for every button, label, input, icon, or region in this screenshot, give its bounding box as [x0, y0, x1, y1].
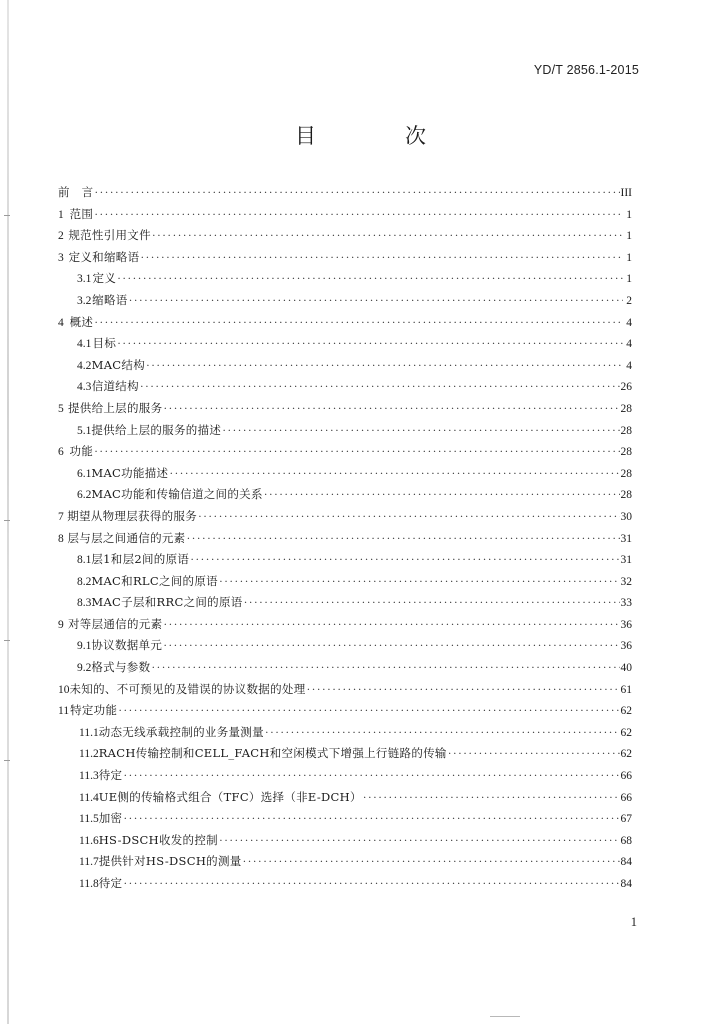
toc-entry-number: 7 [58, 510, 64, 523]
toc-entry-label: RACH传输控制和CELL_FACH和空闲模式下增强上行链路的传输 [98, 746, 447, 761]
scan-edge-mark [4, 215, 10, 216]
toc-entry[interactable] [58, 225, 632, 247]
toc-entry-label: 待定 [98, 768, 123, 783]
toc-entry-page: 84 [620, 878, 632, 890]
toc-entry[interactable] [58, 722, 632, 744]
toc-entry[interactable] [58, 592, 632, 614]
toc-entry-page: 36 [620, 618, 632, 631]
toc-entry-page: 62 [620, 726, 632, 739]
toc-leader-dots [94, 205, 623, 227]
toc-entry[interactable] [58, 765, 632, 787]
toc-leader-dots [198, 507, 619, 529]
toc-leader-dots [244, 593, 620, 615]
toc-entry-number: 4.2 [77, 359, 92, 372]
toc-entry-page: 67 [620, 813, 632, 826]
scan-left-edge [7, 0, 9, 1024]
toc-entry-page: 4 [626, 316, 632, 329]
toc-leader-dots [140, 248, 623, 270]
toc-entry-number: 10 [58, 683, 70, 696]
toc-leader-dots [118, 701, 619, 723]
toc-leader-dots [94, 313, 623, 335]
toc-entry-number: 6.1 [77, 467, 92, 480]
toc-leader-dots [169, 464, 619, 486]
toc-entry-label: MAC结构 [91, 357, 146, 372]
scan-artifact [490, 1016, 520, 1017]
toc-entry-number: 4 [58, 316, 64, 329]
toc-entry-page: 28 [620, 446, 632, 459]
toc-entry[interactable] [58, 679, 632, 701]
toc-leader-dots [163, 615, 619, 637]
toc-entry-page: 28 [620, 467, 632, 480]
toc-entry-number: 11.6 [79, 834, 99, 847]
toc-entry[interactable] [58, 743, 632, 765]
toc-entry[interactable] [58, 657, 632, 679]
toc-entry-number: 3.1 [77, 273, 92, 286]
toc-entry-label: 定义和缩略语 [68, 249, 140, 264]
toc-entry-label: 规范性引用文件 [68, 228, 151, 243]
toc-entry-label: MAC子层和RRC之间的原语 [91, 595, 243, 610]
toc-entry[interactable] [58, 204, 632, 226]
toc-entry[interactable] [58, 787, 632, 809]
toc-entry-number: 8.3 [77, 597, 92, 610]
toc-entry-label: 格式与参数 [91, 660, 151, 675]
toc-leader-dots [146, 356, 623, 378]
toc-entry-page: 68 [620, 834, 632, 847]
toc-entry[interactable] [58, 247, 632, 269]
toc-entry-number: 4.1 [77, 338, 92, 351]
toc-entry-number: 2 [58, 230, 64, 243]
toc-entry-number: 11.8 [79, 878, 99, 890]
toc-entry-label: 特定功能 [70, 703, 118, 718]
toc-leader-dots [140, 377, 620, 399]
toc-entry-number: 11.1 [79, 726, 99, 739]
toc-entry[interactable] [58, 614, 632, 636]
toc-leader-dots [123, 809, 619, 831]
toc-leader-dots [190, 550, 619, 572]
toc-entry-page: 28 [620, 402, 632, 415]
toc-entry[interactable] [58, 290, 632, 312]
toc-entry-page: 66 [620, 770, 632, 783]
toc-entry-number: 3 [58, 251, 64, 264]
toc-entry-label: 提供给上层的服务 [67, 400, 163, 415]
toc-leader-dots [123, 766, 619, 788]
toc-entry-number: 11.7 [79, 856, 99, 869]
toc-entry-page: 28 [620, 424, 632, 437]
toc-entry[interactable] [58, 441, 632, 463]
toc-entry-label: 协议数据单元 [91, 638, 163, 653]
toc-entry-number: 6 [58, 446, 64, 459]
toc-entry-label: UE侧的传输格式组合（TFC）选择（非E-DCH） [98, 789, 362, 804]
toc-leader-dots [222, 421, 619, 443]
toc-entry-label: 缩略语 [92, 292, 128, 307]
toc-entry-page: 32 [620, 575, 632, 588]
toc-entry-page: III [620, 187, 632, 199]
page-title: 目 次 [295, 124, 460, 148]
toc-entry-label: 信道结构 [91, 379, 139, 394]
toc-entry-label: 未知的、不可预见的及错误的协议数据的处理 [69, 681, 306, 696]
scan-edge-mark [4, 760, 10, 761]
toc-leader-dots [152, 226, 623, 248]
toc-entry-label: MAC和RLC之间的原语 [91, 573, 218, 588]
standard-number: YD/T 2856.1-2015 [533, 63, 639, 77]
table-of-contents [58, 182, 632, 895]
toc-entry[interactable] [58, 873, 632, 895]
toc-entry[interactable] [58, 830, 632, 852]
toc-entry-label: MAC功能和传输信道之间的关系 [91, 487, 263, 502]
toc-entry-label: HS-DSCH收发的控制 [98, 832, 218, 847]
toc-entry[interactable] [58, 312, 632, 334]
toc-entry-number: 4.3 [77, 381, 92, 394]
toc-entry-page: 1 [626, 230, 632, 243]
toc-entry-page: 28 [620, 489, 632, 502]
toc-entry-page: 1 [626, 273, 632, 286]
toc-entry-label: 加密 [98, 811, 123, 826]
toc-entry-label: 前 言 [58, 185, 94, 199]
toc-entry-number: 6.2 [77, 489, 92, 502]
toc-entry-page: 61 [620, 683, 632, 696]
toc-leader-dots [448, 744, 620, 766]
scan-edge-mark [4, 520, 10, 521]
toc-entry[interactable] [58, 571, 632, 593]
toc-entry-number: 11.5 [79, 813, 99, 826]
toc-leader-dots [219, 831, 620, 853]
toc-entry[interactable] [58, 549, 632, 571]
toc-entry[interactable] [58, 398, 632, 420]
toc-entry-number: 5 [58, 402, 64, 415]
toc-entry-label: 目标 [92, 336, 117, 351]
toc-entry-page: 33 [620, 597, 632, 610]
toc-leader-dots [117, 334, 623, 356]
toc-entry[interactable] [58, 333, 632, 355]
toc-entry-label: 层与层之间通信的元素 [67, 530, 186, 545]
toc-entry[interactable] [58, 528, 632, 550]
toc-entry[interactable] [58, 376, 632, 398]
toc-entry-label: 待定 [98, 876, 123, 890]
toc-entry-number: 8.1 [77, 554, 92, 567]
toc-entry-page: 62 [620, 705, 632, 718]
toc-entry-number: 11.4 [79, 791, 99, 804]
toc-entry-label: 定义 [92, 271, 117, 286]
toc-entry-page: 66 [620, 791, 632, 804]
toc-entry-page: 4 [626, 359, 632, 372]
toc-entry[interactable] [58, 506, 632, 528]
toc-entry-page: 2 [626, 294, 632, 307]
page-number: 1 [630, 915, 637, 929]
toc-entry-number: 11 [58, 705, 70, 718]
toc-entry-page: 36 [620, 640, 632, 653]
toc-leader-dots [265, 723, 620, 745]
toc-leader-dots [186, 529, 619, 551]
toc-leader-dots [117, 269, 623, 291]
toc-leader-dots [243, 852, 620, 874]
toc-entry-label: 概述 [69, 314, 94, 329]
toc-entry[interactable] [58, 420, 632, 442]
toc-entry-label: 功能 [69, 444, 94, 459]
toc-entry-page: 4 [626, 338, 632, 351]
toc-leader-dots [129, 291, 623, 313]
toc-entry[interactable] [58, 635, 632, 657]
toc-leader-dots [264, 485, 620, 507]
toc-entry-number: 8.2 [77, 575, 92, 588]
toc-entry-number: 9 [58, 618, 64, 631]
toc-entry-label: 提供给上层的服务的描述 [91, 422, 222, 437]
toc-entry-page: 84 [620, 856, 632, 869]
toc-entry[interactable] [58, 355, 632, 377]
toc-entry[interactable] [58, 484, 632, 506]
toc-entry-number: 5.1 [77, 424, 92, 437]
toc-entry-label: 提供针对HS-DSCH的测量 [98, 854, 242, 869]
toc-leader-dots [151, 658, 619, 680]
toc-entry[interactable] [58, 182, 632, 204]
toc-entry-number: 1 [58, 208, 64, 221]
toc-leader-dots [219, 572, 620, 594]
toc-leader-dots [363, 788, 620, 810]
toc-entry-page: 31 [620, 532, 632, 545]
toc-entry-number: 9.2 [77, 662, 92, 675]
toc-entry-label: 层1和层2间的原语 [91, 552, 190, 567]
toc-leader-dots [94, 442, 619, 464]
toc-entry[interactable] [58, 463, 632, 485]
toc-entry-label: 对等层通信的元素 [67, 616, 163, 631]
toc-entry[interactable] [58, 700, 632, 722]
toc-entry[interactable] [58, 808, 632, 830]
toc-entry-label: 期望从物理层获得的服务 [67, 508, 198, 523]
toc-entry-page: 40 [620, 662, 632, 675]
toc-entry-number: 11.2 [79, 748, 99, 761]
toc-leader-dots [123, 874, 619, 896]
toc-entry-page: 1 [626, 208, 632, 221]
toc-entry-number: 9.1 [77, 640, 92, 653]
toc-entry-page: 62 [620, 748, 632, 761]
toc-entry-page: 26 [620, 381, 632, 394]
scan-edge-mark [4, 640, 10, 641]
toc-entry-label: 动态无线承载控制的业务量测量 [98, 724, 264, 739]
toc-leader-dots [94, 183, 619, 205]
toc-leader-dots [163, 636, 619, 658]
toc-entry-page: 1 [626, 251, 632, 264]
toc-entry-page: 31 [620, 554, 632, 567]
toc-entry[interactable] [58, 851, 632, 873]
toc-entry[interactable] [58, 268, 632, 290]
toc-entry-page: 30 [620, 510, 632, 523]
toc-entry-label: MAC功能描述 [91, 465, 169, 480]
toc-leader-dots [307, 680, 620, 702]
toc-entry-number: 11.3 [79, 770, 99, 783]
toc-leader-dots [163, 399, 619, 421]
toc-entry-number: 3.2 [77, 294, 92, 307]
toc-entry-label: 范围 [69, 206, 94, 221]
toc-entry-number: 8 [58, 532, 64, 545]
